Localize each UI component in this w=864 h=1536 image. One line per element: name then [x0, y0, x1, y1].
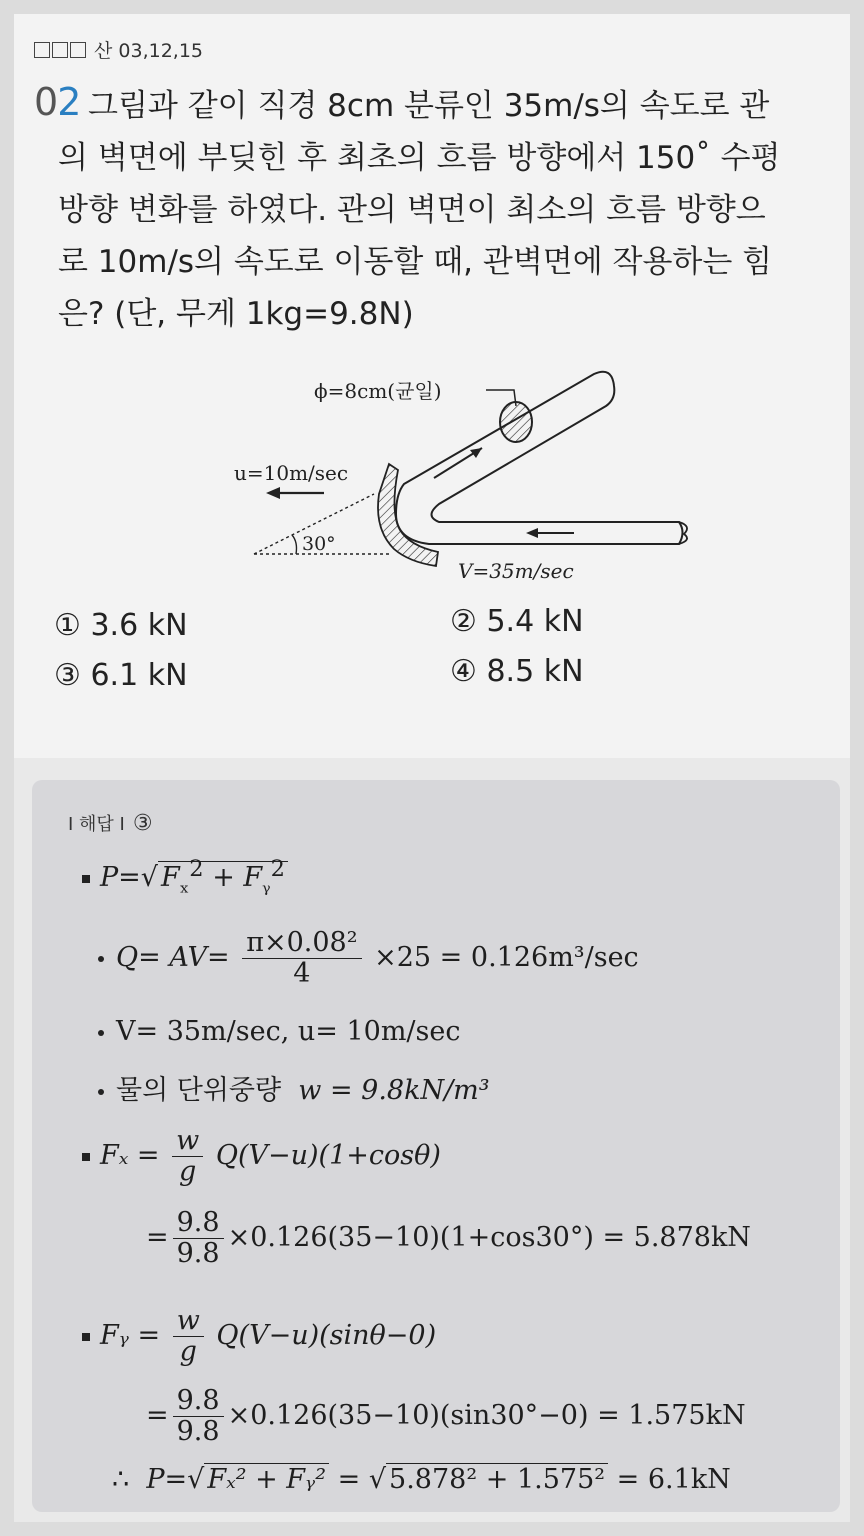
choice-1[interactable]: ① 3.6 kN [54, 608, 188, 643]
question-text [58, 80, 838, 340]
unit-weight: 물의 단위중량 w = 9.8kN/m³ [98, 1068, 490, 1107]
question-line-3: 방향 변화를 하였다. 관의 벽면이 최소의 흐름 방향으 [58, 192, 766, 228]
question-line-1: 그림과 같이 직경 8cm 분류인 35m/s의 속도로 관 [88, 88, 770, 124]
answer-header: I 해답 I ③ [68, 811, 153, 836]
answer-card [32, 780, 840, 1512]
question-line-4: 로 10m/s의 속도로 이동할 때, 관벽면에 작용하는 힘 [58, 244, 773, 280]
checkbox-1[interactable] [34, 42, 50, 58]
formula-fy: Fᵧ = $\frac{w}{g}$ Q(V−u)(sinθ−0) [82, 1306, 436, 1367]
checkbox-3[interactable] [70, 42, 86, 58]
question-card [14, 14, 850, 758]
answer-choice: ③ [132, 811, 153, 836]
final-result: ∴ P=√ Fₓ² + Fᵧ² = √ 5.878² + 1.575² = 6.1kN [112, 1464, 731, 1495]
calc-fx: = $\frac{9.8}{9.8}$ ×0.126(35−10)(1+cos30°) = 5.878kN [146, 1207, 751, 1269]
checkbox-2[interactable] [52, 42, 68, 58]
velocities: V= 35m/sec, u= 10m/sec [98, 1016, 461, 1047]
u-arrow [266, 487, 324, 499]
u-label: u=10m/sec [234, 461, 349, 485]
question-meta [34, 36, 203, 63]
v-label: V=35m/sec [458, 559, 574, 583]
formula-fx: Fₓ = $\frac{w}{g}$ Q(V−u)(1+cosθ) [82, 1126, 441, 1187]
choice-2[interactable]: ② 5.4 kN [450, 604, 584, 639]
formula-q: Q= AV= $\frac{\text{π×0.08²}}{4}$ ×25 = 0.126m³/sec [98, 928, 639, 989]
calc-fy: = $\frac{9.8}{9.8}$ ×0.126(35−10)(sin30°−0) = 1.575kN [146, 1385, 746, 1447]
cross-section [500, 402, 532, 442]
question-line-5: 은? (단, 무게 1kg=9.8N) [58, 296, 414, 332]
diameter-label: ϕ=8cm(균일) [314, 379, 442, 403]
question-number: 02 [34, 80, 81, 124]
formula-p: P=√ $F_{_x}^2 + F_ᵧ^2$ [82, 856, 288, 898]
page [14, 14, 850, 1522]
question-line-2: 의 벽면에 부딪힌 후 최초의 흐름 방향에서 150˚ 수평 [58, 140, 781, 176]
question-source: 산 03,12,15 [94, 40, 204, 62]
angle-label: 30° [302, 533, 336, 555]
choice-4[interactable]: ④ 8.5 kN [450, 654, 584, 689]
choice-3[interactable]: ③ 6.1 kN [54, 658, 188, 693]
pipe-jet-diagram [214, 344, 714, 594]
angle-arc [292, 535, 297, 554]
review-checkboxes[interactable] [34, 42, 86, 58]
